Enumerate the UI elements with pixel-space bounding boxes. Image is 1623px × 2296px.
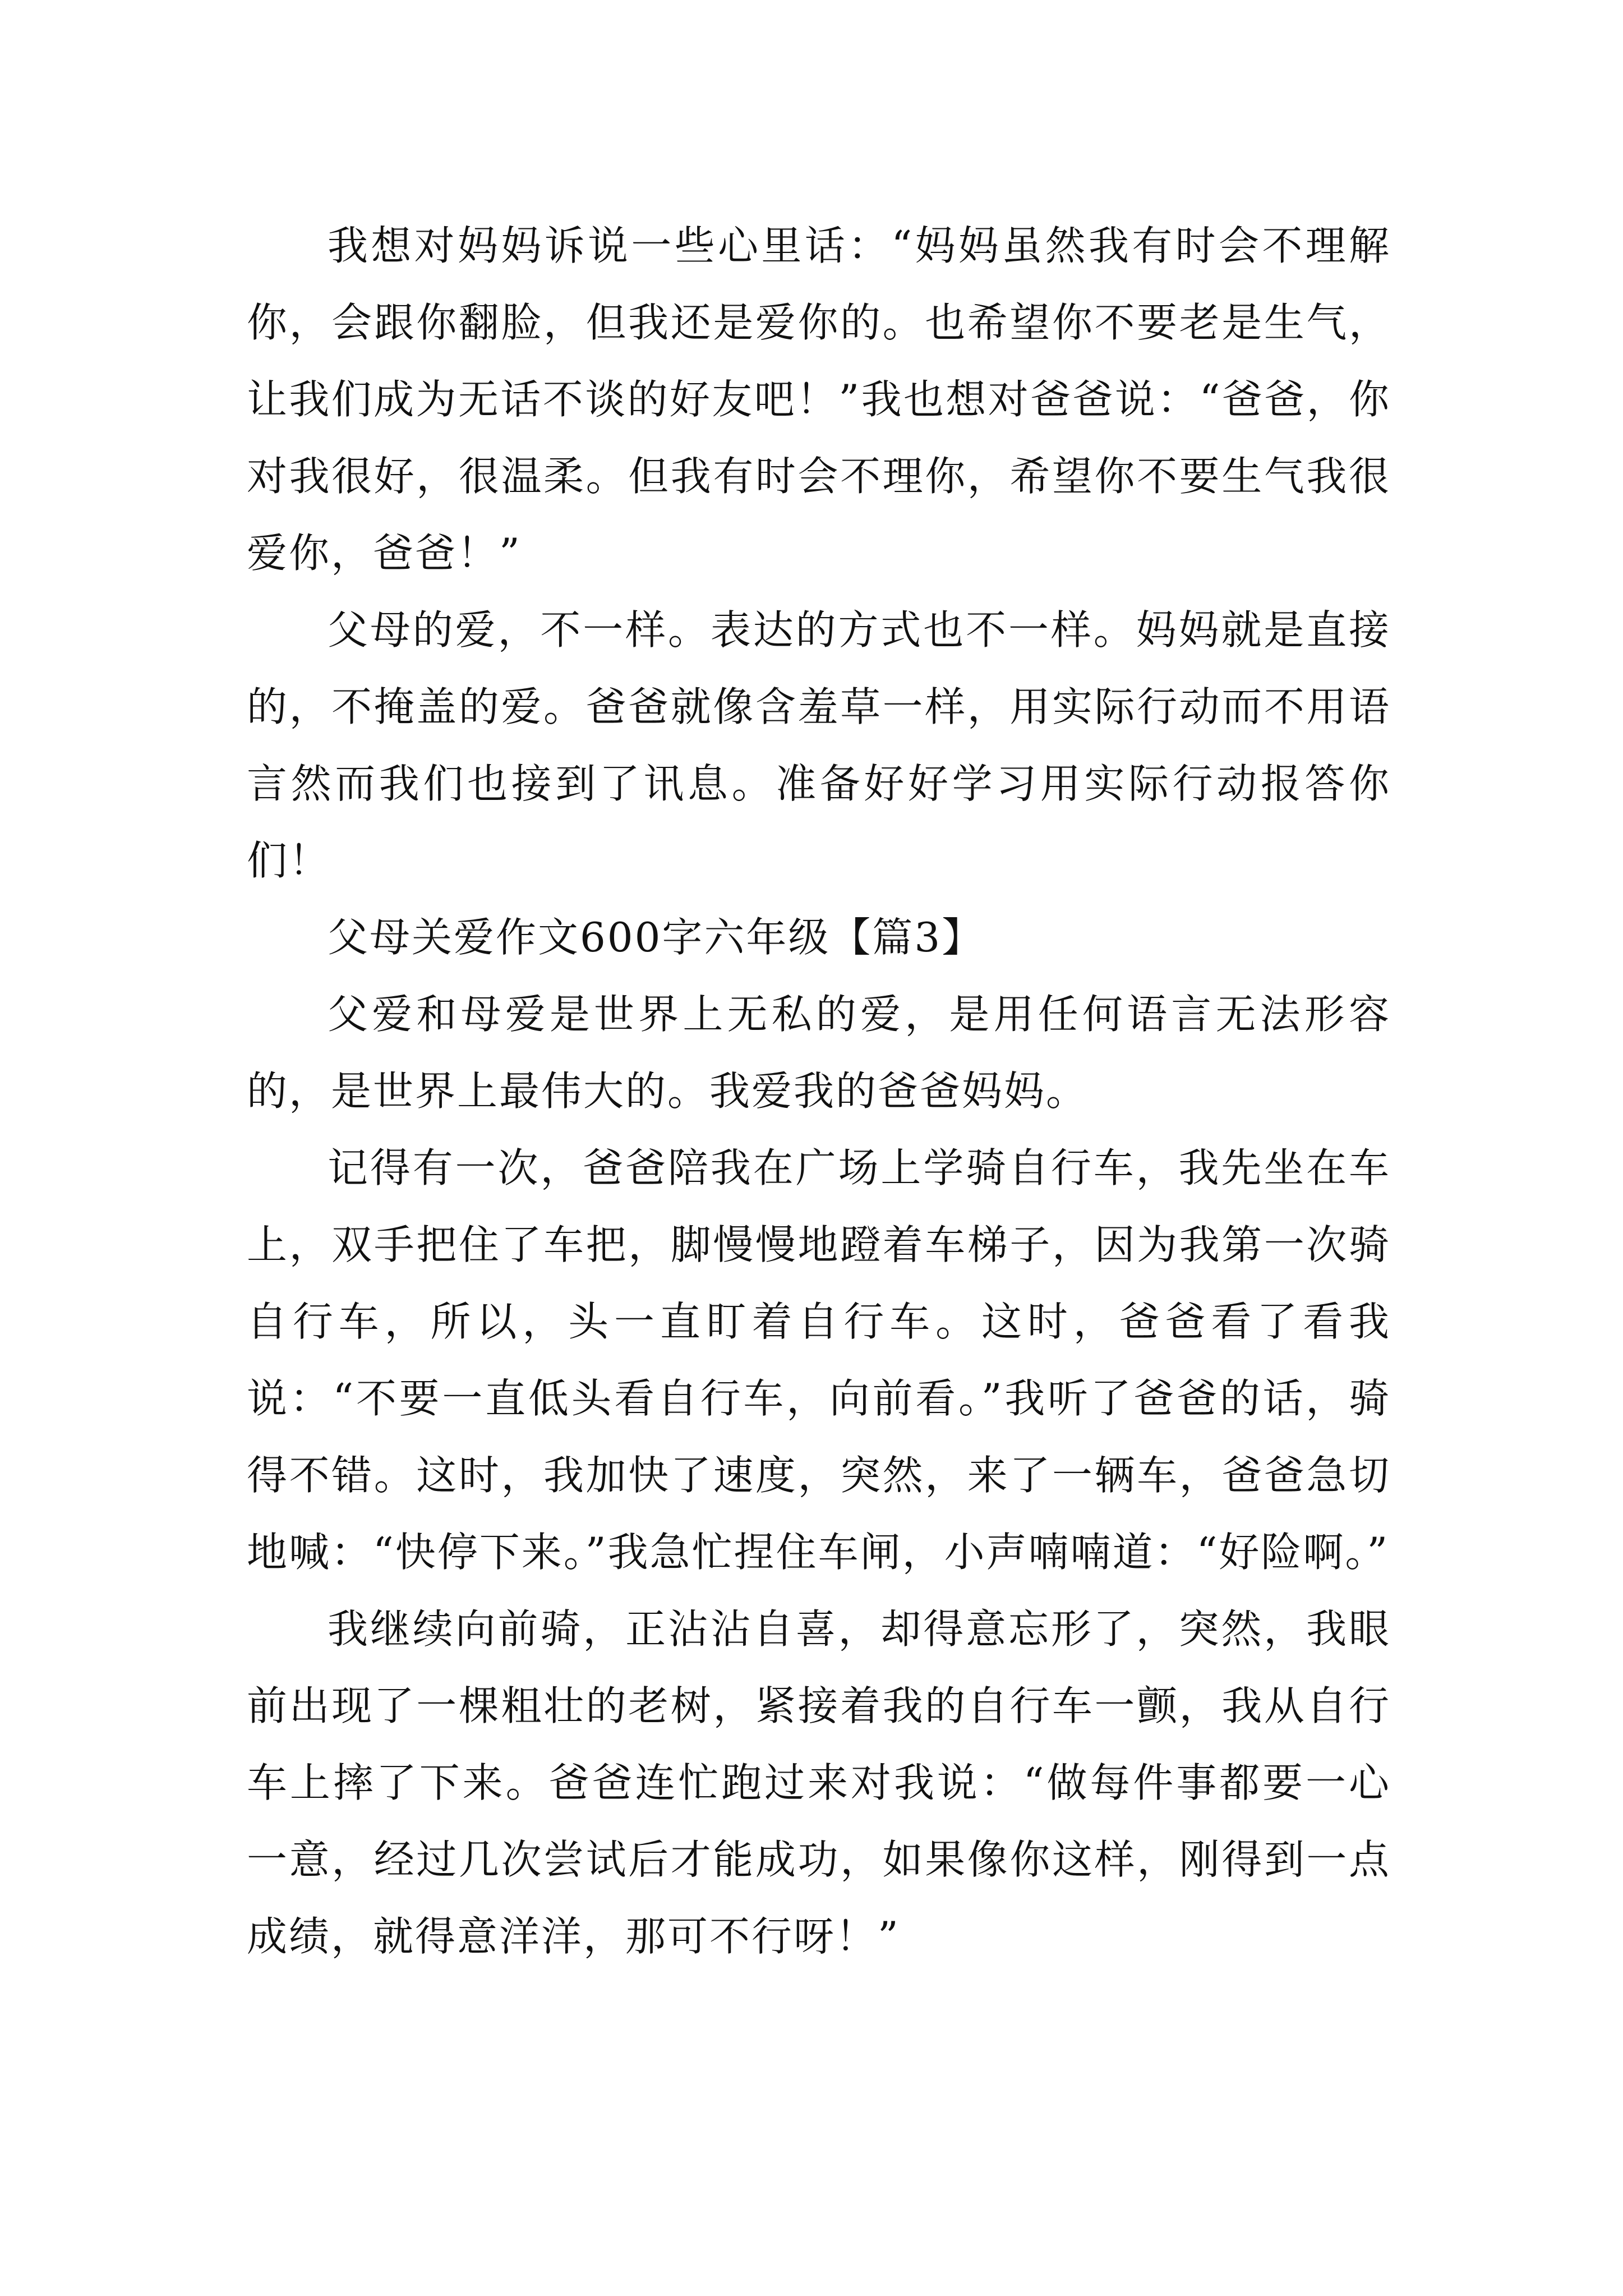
paragraph-2: 父母的爱，不一样。表达的方式也不一样。妈妈就是直接的，不掩盖的爱。爸爸就像含羞草一样，用实际行动而不用语言然而我们也接到了讯息。准备好好学习用实际行动报答你们！: [247, 606, 1391, 884]
paragraph-5: 我继续向前骑，正沾沾自喜，却得意忘形了，突然，我眼前出现了一棵粗壮的老树，紧接着我的自行车一颤，我从自行车上摔了下来。爸爸连忙跑过来对我说：“做每件事都要一心一意，经过几次尝试后才能成功，如果像你这样，刚得到一点成绩，就得意洋洋，那可不行呀！”: [247, 1605, 1391, 1960]
paragraph-4: 记得有一次，爸爸陪我在广场上学骑自行车，我先坐在车上，双手把住了车把，脚慢慢地蹬着车梯子，因为我第一次骑自行车，所以，头一直盯着自行车。这时，爸爸看了看我说：“不要一直低头看自行车，向前看。”我听了爸爸的话，骑得不错。这时，我加快了速度，突然，来了一辆车，爸爸急切地喊：“快停下来。”我急忙捏住车闸，小声喃喃道：“好险啊。”: [247, 1144, 1391, 1576]
paragraph-1: 我想对妈妈诉说一些心里话：“妈妈虽然我有时会不理解你，会跟你翻脸，但我还是爱你的。也希望你不要老是生气，让我们成为无话不谈的好友吧！”我也想对爸爸说：“爸爸，你对我很好，很温柔。但我有时会不理你，希望你不要生气我很爱你，爸爸！”: [247, 222, 1391, 577]
document-body: [247, 208, 1391, 1975]
paragraph-3: 父爱和母爱是世界上无私的爱，是用任何语言无法形容的，是世界上最伟大的。我爱我的爸爸妈妈。: [247, 991, 1391, 1115]
section-heading: 父母关爱作文600字六年级【篇3】: [328, 914, 984, 961]
